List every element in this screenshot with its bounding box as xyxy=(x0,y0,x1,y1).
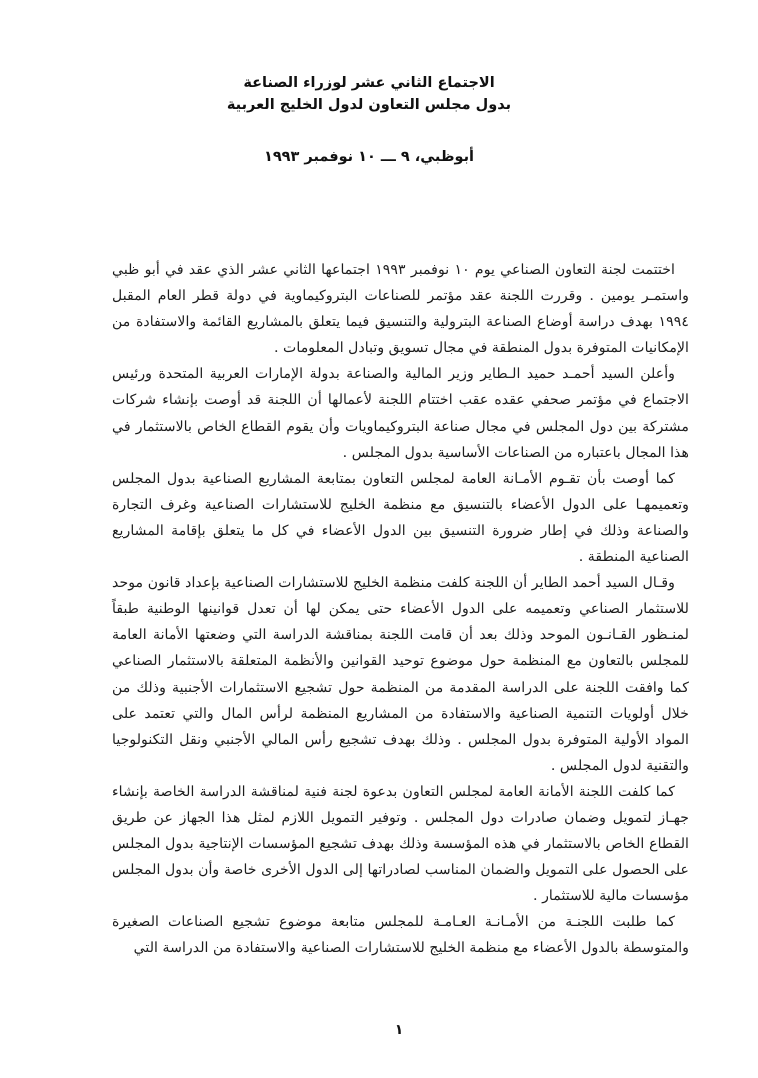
document-title xyxy=(0,72,758,116)
document-body xyxy=(112,257,689,962)
paragraph-2: وأعلن السيد أحمـد حميد الـطاير وزير المالية والصناعة بدولة الإمارات العربية المتحدة ورئيس الاجتماع في مؤتمر صحفي عقده عقب اختتام اللجنة لأعمالها أن اللجنة قد أوصت بإنشاء شركات مشتركة بين دول المجلس في مجال صناعة البتروكيماويات وأن يقوم القطاع الخاص بالاستثمار في هذا المجال باعتباره من الصناعات الأساسية بدول المجلس . xyxy=(112,366,689,461)
paragraph-3: كما أوصت بأن تقـوم الأمـانة العامة لمجلس التعاون بمتابعة المشاريع الصناعية بدول المجلس وتعميمهـا على الدول الأعضاء بالتنسيق مع منظمة الخليج للاستشارات الصناعية وغرف التجارة والصناعة وذلك في إطار ضرورة التنسيق بين الدول الأعضاء في كل ما يتعلق بإقامة المشاريع الصناعية المنطقة . xyxy=(112,470,689,566)
title-line-2: بدول مجلس التعاون لدول الخليج العربية xyxy=(226,97,512,113)
location-date-line: أبوظبي، ٩ ـــ ١٠ نوفمبر ١٩٩٣ xyxy=(263,149,475,165)
location-date xyxy=(0,146,758,168)
paragraph-1: اختتمت لجنة التعاون الصناعي يوم ١٠ نوفمبر ١٩٩٣ اجتماعها الثاني عشر الذي عقد في أبو ظبي واستمـر يومين . وقررت اللجنة عقد مؤتمر للصناعات البتروكيماوية في دولة قطر العام المقبل ١٩٩٤ بهدف دراسة أوضاع الصناعة البترولية والتنسيق فيما يتعلق بالمشاريع القائمة والاستفادة من الإمكانيات المتوفرة بدول المنطقة في مجال تسويق وتبادل المعلومات . xyxy=(112,262,689,357)
paragraph-5: كما كلفت اللجنة الأمانة العامة لمجلس التعاون بدعوة لجنة فنية لمناقشة الدراسة الخاصة بإنشاء جهـاز لتمويل وضمان صادرات دول المجلس . وتوفير التمويل اللازم لمثل هذا الجهاز عن طريق القطاع الخاص بالاستثمار في هذه المؤسسة وذلك بهدف تشجيع المؤسسات الإنتاجية بدول المجلس على الحصول على التمويل والضمان المناسب لصادراتها إلى الدول الأخرى خاصة وأن بدول المجلس مؤسسات مالية للاستثمار . xyxy=(112,783,689,905)
page-number: ١ xyxy=(394,1022,404,1038)
paragraph-6: كما طلبت اللجنـة من الأمـانـة العـامـة للمجلس متابعة موضوع تشجيع الصناعات الصغيرة والمتوسطة بالدول الأعضاء مع منظمة الخليج للاستشارات الصناعية والاستفادة من الدراسة التي xyxy=(112,914,689,957)
title-line-1: الاجتماع الثاني عشر لوزراء الصناعة xyxy=(243,75,495,91)
paragraph-4: وقـال السيد أحمد الطاير أن اللجنة كلفت منظمة الخليج للاستشارات الصناعية بإعداد قانون موحد للاستثمار الصناعي وتعميمه على الدول الأعضاء حتى يمكن لها أن تعدل قوانينها الوطنية طبقاً لمنـظور القـانـون الموحد وذلك بعد أن قامت اللجنة بمناقشة الدراسة التي وضعتها الأمانة العامة للمجلس بالتعاون مع المنظمة حول موضوع توحيد القوانين والأنظمة المتعلقة بالاستثمار الصناعي كما وافقت اللجنة على الدراسة المقدمة من المنظمة حول تشجيع الاستثمارات الأجنبية وذلك من خلال أولويات التنمية الصناعية والاستفادة من المشاريع المنظمة لرأس المال والتي تعتمد على المواد الأولية المتوفرة بدول المجلس . وذلك بهدف تشجيع رأس المالي الأجنبي ونقل التكنولوجيا والتقنية لدول المجلس . xyxy=(112,575,689,774)
